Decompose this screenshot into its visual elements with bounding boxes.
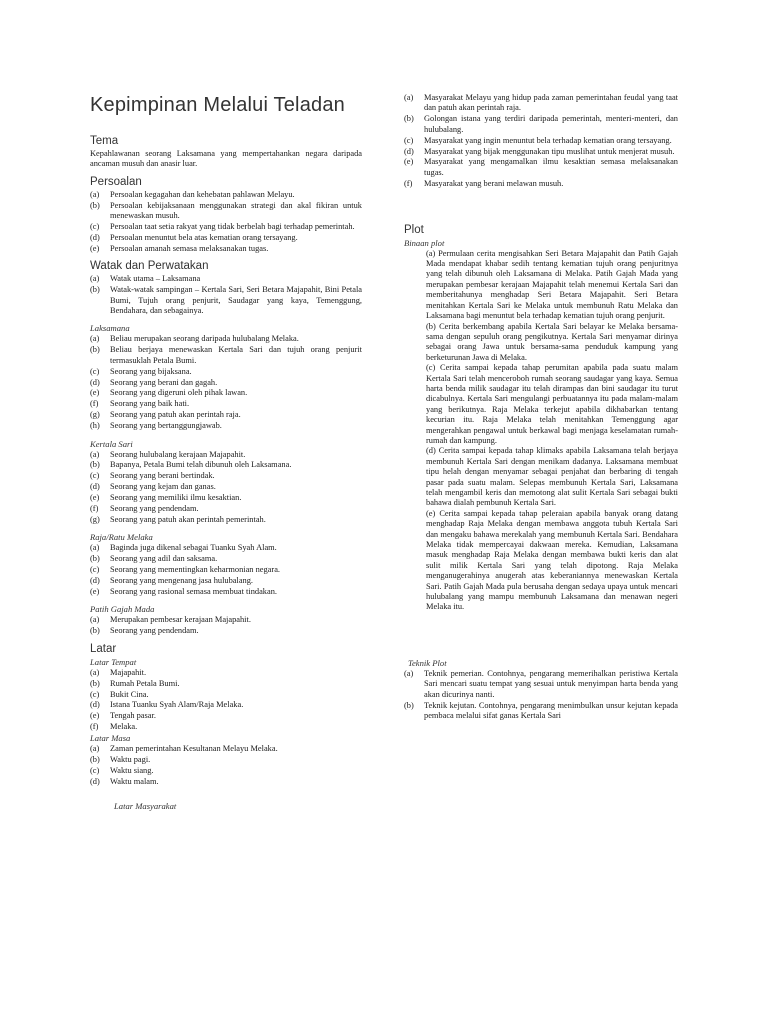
plot-heading: Plot xyxy=(404,223,424,236)
item-label: (b) xyxy=(404,700,414,710)
item-text: Waktu siang. xyxy=(110,765,154,775)
list-item xyxy=(90,482,362,492)
left-column xyxy=(90,94,362,812)
list-item xyxy=(90,777,362,787)
list-item xyxy=(90,587,362,597)
item-label: (d) xyxy=(90,377,100,387)
right-column xyxy=(404,93,678,722)
tema-text: Kepahlawanan seorang Laksamana yang mempertahankan negara daripada ancaman musuh dan anasir luar. xyxy=(90,149,362,169)
kertala-sari-list xyxy=(90,450,362,526)
item-label: (d) xyxy=(404,146,414,156)
item-text: Persoalan menuntut bela atas kematian orang tersayang. xyxy=(110,232,298,242)
item-text: Seorang yang patuh akan perintah raja. xyxy=(110,410,241,420)
list-item xyxy=(90,244,362,254)
item-label: (e) xyxy=(404,157,414,167)
list-item xyxy=(404,114,678,135)
page-title: Kepimpinan Melalui Teladan xyxy=(90,94,345,116)
plot-paragraph: (c) Cerita sampai kepada tahap perumitan apabila pada suatu malam Kertala Sari telah menceroboh rumah seorang saudagar yang kaya. Semua harta benda milik saudagar itu telah dirampas dan bini saudagar itu turut dicabulnya. Kertala Sari mengulangi perbuatannya itu pada malam-malam yang berikutnya. Raja Melaka terkejut apabila dikhabarkan tentang kecurian itu. Raja Melaka telah menitahkan Temenggung agar mengerahkan pengawal untuk berkawal bagi menjaga keselamatan rumah-rumah dan kampung. xyxy=(426,363,678,445)
item-text: Persoalan amanah semasa melaksanakan tugas. xyxy=(110,243,269,253)
item-text: Seorang yang patuh akan perintah pemerintah. xyxy=(110,514,266,524)
item-label: (a) xyxy=(90,543,100,553)
latar-heading: Latar xyxy=(90,642,117,655)
list-item xyxy=(90,345,362,366)
item-label: (d) xyxy=(90,576,100,586)
item-label: (g) xyxy=(90,410,100,420)
item-text: Seorang yang kejam dan ganas. xyxy=(110,482,216,492)
list-item xyxy=(90,285,362,316)
item-label: (b) xyxy=(404,114,414,124)
list-item xyxy=(90,367,362,377)
list-item xyxy=(90,626,362,636)
item-text: Bukit Cina. xyxy=(110,689,149,699)
item-label: (a) xyxy=(90,615,100,625)
list-item xyxy=(90,493,362,503)
item-text: Teknik pemerian. Contohnya, pengarang memerihalkan peristiwa Kertala Sari mencari suatu tempat yang sesuai untuk menyimpan harta benda yang akan dicurinya nanti. xyxy=(424,668,678,699)
list-item xyxy=(90,668,362,678)
item-label: (h) xyxy=(90,421,100,431)
item-text: Seorang yang bijaksana. xyxy=(110,366,192,376)
item-text: Seorang yang berani bertindak. xyxy=(110,471,215,481)
list-item xyxy=(90,615,362,625)
item-text: Majapahit. xyxy=(110,667,147,677)
plot-paragraph: (a) Permulaan cerita mengisahkan Seri Betara Majapahit dan Patih Gajah Mada mendapat khabar sedih tentang kematian tujuh orang penjuritnya yang telah dibunuh oleh Laksamana di Melaka. Patih Gajah Mada yang merupakan pembesar kerajaan Majapahit telah menemui Kertala Sari dan memberitahunya menghadap Seri Betara Majapahit. Seri Betara menitahkan Kertala Sari ke Melaka untuk membunuh Ratu Melaka dan Laksamana bagi menuntut bela terhadap kematian tujuh orang penjurit. xyxy=(426,248,678,321)
latar-tempat-list xyxy=(90,668,362,733)
item-text: Seorang yang rasional semasa membuat tindakan. xyxy=(110,587,277,596)
list-item xyxy=(90,576,362,586)
list-item xyxy=(404,701,678,722)
item-label: (a) xyxy=(404,93,414,102)
item-label: (b) xyxy=(90,460,100,470)
item-label: (d) xyxy=(90,232,100,242)
list-item xyxy=(90,421,362,431)
item-text: Persoalan kegagahan dan kehebatan pahlawan Melayu. xyxy=(110,189,295,199)
list-item xyxy=(90,274,362,284)
raja-melaka-heading: Raja/Ratu Melaka xyxy=(90,532,153,543)
item-label: (e) xyxy=(90,711,100,721)
item-text: Masyarakat yang ingin menuntut bela terhadap kematian orang tersayang. xyxy=(424,135,672,145)
list-item xyxy=(90,233,362,243)
item-label: (e) xyxy=(90,587,100,596)
list-item xyxy=(90,766,362,776)
list-item xyxy=(90,222,362,232)
item-label: (d) xyxy=(90,776,100,786)
item-label: (b) xyxy=(90,678,100,688)
list-item xyxy=(404,179,678,189)
latar-masyarakat-list xyxy=(404,93,678,189)
item-text: Watak-watak sampingan – Kertala Sari, Seri Betara Majapahit, Bini Petala Bumi, Tujuh orang penjurit, Saudagar yang kaya, Temenggung, Bendahara, dan sebagainya. xyxy=(110,285,362,315)
plot-paragraph: (b) Cerita berkembang apabila Kertala Sari belayar ke Melaka bersama-sama dengan sepuluh orang pengikutnya. Kertala Sari menyamar dirinya sebagai orang Jawa untuk bersama-sama penduduk kampung yang berketurunan Jawa di Melaka. xyxy=(426,321,678,362)
plot-paragraph: (e) Cerita sampai kepada tahap peleraian apabila banyak orang datang menghadap Raja Melaka dengan membawa anggota tubuh Kertala Sari dan mengaku bahawa merekalah yang membunuh Kertala Sari. Bendahara Melaka tidak mempercayai dakwaan mereka. Kemudian, Laksamana masuk menghadap Raja Melaka dengan membawa bukti keris dan alat sulit milik Kertala Sari yang telah dipotong. Raja Melaka menganugerahinya anugerah atas keberaniannya menewaskan Kertala Sari. Patih Gajah Mada pula berusaha dengan sedaya upaya untuk mencari hulubalang yang mampu membunuh Laksamana dan menawan negeri Melaka itu. xyxy=(426,508,678,612)
item-label: (d) xyxy=(90,482,100,492)
item-label: (b) xyxy=(90,554,100,564)
item-label: (a) xyxy=(404,668,414,678)
list-item xyxy=(90,378,362,388)
item-label: (a) xyxy=(90,667,100,677)
item-text: Merupakan pembesar kerajaan Majapahit. xyxy=(110,615,251,625)
item-text: Beliau berjaya menewaskan Kertala Sari dan tujuh orang penjurit termasuklah Petala Bumi. xyxy=(110,345,362,365)
kertala-sari-heading: Kertala Sari xyxy=(90,438,133,449)
item-label: (b) xyxy=(90,200,100,210)
list-item xyxy=(90,471,362,481)
persoalan-heading: Persoalan xyxy=(90,175,142,188)
item-label: (c) xyxy=(90,565,100,575)
latar-masa-heading: Latar Masa xyxy=(90,733,131,744)
item-label: (e) xyxy=(90,493,100,503)
item-text: Seorang yang baik hati. xyxy=(110,399,190,409)
watak-heading: Watak dan Perwatakan xyxy=(90,260,209,273)
patih-list xyxy=(90,615,362,636)
item-text: Rumah Petala Bumi. xyxy=(110,678,180,688)
latar-masyarakat-heading: Latar Masyarakat xyxy=(114,801,177,812)
item-text: Seorang yang adil dan saksama. xyxy=(110,554,218,564)
item-text: Tengah pasar. xyxy=(110,711,156,721)
item-label: (c) xyxy=(90,222,100,232)
patih-heading: Patih Gajah Mada xyxy=(90,604,155,615)
list-item xyxy=(404,147,678,157)
item-label: (e) xyxy=(90,243,100,253)
item-text: Seorang yang mementingkan keharmonian negara. xyxy=(110,565,280,575)
item-label: (b) xyxy=(90,285,100,295)
item-text: Melaka. xyxy=(110,722,138,732)
list-item xyxy=(404,157,678,178)
persoalan-list xyxy=(90,190,362,254)
list-item xyxy=(90,700,362,710)
list-item xyxy=(90,755,362,765)
teknik-plot-list xyxy=(404,669,678,722)
item-label: (b) xyxy=(90,345,100,355)
plot-paragraph: (d) Cerita sampai kepada tahap klimaks apabila Laksamana telah berjaya membunuh Kertala Sari dengan menikam dadanya. Laksamana membuat tipu helah dengan menyamar sebagai penjahat dan berbaring di tengah pasar pada suatu malam. Selepas membunuh Kertala Sari, Laksamana telah mengambil keris dan memotong alat sulit Kertala Sari sebagai bukti bahawa dialah pembunuh Kertala Sari. xyxy=(426,446,678,508)
item-label: (c) xyxy=(90,471,100,481)
list-item xyxy=(90,565,362,575)
item-text: Zaman pemerintahan Kesultanan Melayu Melaka. xyxy=(110,744,278,754)
item-label: (c) xyxy=(90,366,100,376)
list-item xyxy=(90,690,362,700)
list-item xyxy=(90,554,362,564)
item-text: Waktu pagi. xyxy=(110,755,151,765)
list-item xyxy=(404,136,678,146)
list-item xyxy=(90,515,362,525)
item-label: (a) xyxy=(90,744,100,754)
raja-melaka-list xyxy=(90,543,362,597)
item-label: (b) xyxy=(90,755,100,765)
item-label: (f) xyxy=(404,178,413,188)
tema-heading: Tema xyxy=(90,135,119,147)
item-text: Seorang hulubalang kerajaan Majapahit. xyxy=(110,449,246,459)
list-item xyxy=(90,388,362,398)
item-label: (a) xyxy=(90,274,100,284)
item-label: (b) xyxy=(90,626,100,636)
list-item xyxy=(90,201,362,222)
watak-list xyxy=(90,274,362,316)
item-label: (d) xyxy=(90,700,100,710)
item-text: Bapanya, Petala Bumi telah dibunuh oleh Laksamana. xyxy=(110,460,292,470)
item-label: (f) xyxy=(90,399,99,409)
item-text: Istana Tuanku Syah Alam/Raja Melaka. xyxy=(110,700,244,710)
item-text: Masyarakat yang berani melawan musuh. xyxy=(424,178,564,188)
item-text: Seorang yang digeruni oleh pihak lawan. xyxy=(110,388,248,398)
list-item xyxy=(90,334,362,344)
list-item xyxy=(404,669,678,700)
item-text: Golongan istana yang terdiri daripada pemerintah, menteri-menteri, dan hulubalang. xyxy=(424,114,678,134)
teknik-plot-heading: Teknik Plot xyxy=(408,657,447,668)
list-item xyxy=(90,450,362,460)
list-item xyxy=(90,679,362,689)
item-label: (a) xyxy=(90,189,100,199)
item-label: (e) xyxy=(90,388,100,398)
binaan-plot-heading: Binaan plot xyxy=(404,237,445,248)
item-text: Masyarakat yang mengamalkan ilmu kesaktian semasa melaksanakan tugas. xyxy=(424,157,678,177)
item-label: (c) xyxy=(90,765,100,775)
item-text: Watak utama – Laksamana xyxy=(110,274,201,284)
list-item xyxy=(90,711,362,721)
item-text: Seorang yang pendendam. xyxy=(110,626,199,636)
item-label: (c) xyxy=(404,135,414,145)
latar-tempat-heading: Latar Tempat xyxy=(90,656,137,667)
list-item xyxy=(90,410,362,420)
item-text: Seorang yang memiliki ilmu kesaktian. xyxy=(110,493,242,503)
list-item xyxy=(90,543,362,553)
item-text: Masyarakat yang bijak menggunakan tipu muslihat untuk menjerat musuh. xyxy=(424,146,675,156)
list-item xyxy=(90,504,362,514)
item-text: Waktu malam. xyxy=(110,776,159,786)
item-text: Beliau merupakan seorang daripada hulubalang Melaka. xyxy=(110,334,299,344)
list-item xyxy=(90,744,362,754)
item-label: (f) xyxy=(90,504,99,514)
item-label: (f) xyxy=(90,722,99,732)
item-text: Baginda juga dikenal sebagai Tuanku Syah Alam. xyxy=(110,543,277,553)
item-label: (c) xyxy=(90,689,100,699)
item-label: (a) xyxy=(90,334,100,344)
item-label: (a) xyxy=(90,449,100,459)
binaan-plot-paragraphs xyxy=(404,249,678,613)
item-text: Seorang yang mengenang jasa hulubalang. xyxy=(110,576,254,586)
list-item xyxy=(90,722,362,732)
item-label: (g) xyxy=(90,514,100,524)
laksamana-list xyxy=(90,334,362,431)
list-item xyxy=(90,460,362,470)
list-item xyxy=(90,399,362,409)
list-item xyxy=(404,93,678,114)
item-text: Seorang yang berani dan gagah. xyxy=(110,377,218,387)
item-text: Seorang yang pendendam. xyxy=(110,504,199,514)
laksamana-heading: Laksamana xyxy=(90,323,130,334)
item-text: Seorang yang bertanggungjawab. xyxy=(110,421,222,431)
list-item xyxy=(90,190,362,200)
item-text: Teknik kejutan. Contohnya, pengarang menimbulkan unsur kejutan kepada pembaca melalui sifat ganas Kertala Sari xyxy=(424,700,678,720)
item-text: Persoalan taat setia rakyat yang tidak berbelah bagi terhadap pemerintah. xyxy=(110,222,355,232)
latar-masa-list xyxy=(90,744,362,787)
item-text: Masyarakat Melayu yang hidup pada zaman pemerintahan feudal yang taat dan patuh akan perintah raja. xyxy=(424,93,678,113)
item-text: Persoalan kebijaksanaan menggunakan strategi dan akal fikiran untuk menewaskan musuh. xyxy=(110,200,362,221)
